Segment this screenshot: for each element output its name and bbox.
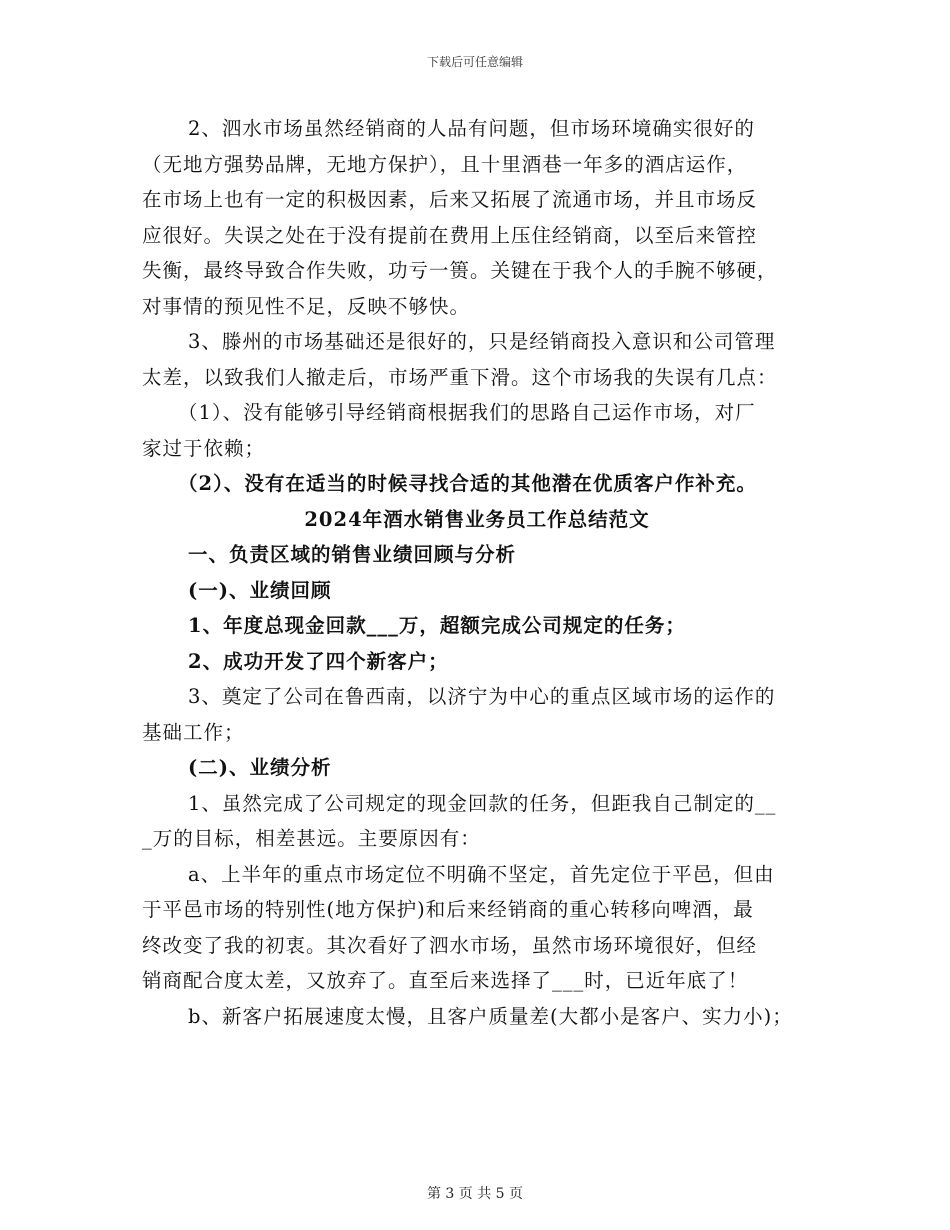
- paragraph-line: 基础工作；: [142, 720, 245, 744]
- paragraph-line: （2）、没有在适当的时候寻找合适的其他潜在优质客户作补充。: [178, 472, 757, 495]
- paragraph-line: 失衡，最终导致合作失败，功亏一篑。关键在于我个人的手腕不够硬，: [142, 259, 778, 282]
- paragraph-line: 1、虽然完成了公司规定的现金回款的任务，但距我自己制定的__: [188, 791, 777, 815]
- paragraph-line: a、上半年的重点市场定位不明确不坚定，首先定位于平邑，但由: [188, 862, 775, 886]
- document-body: [142, 111, 812, 1034]
- subsection-heading: (二)、业绩分析: [188, 756, 332, 779]
- section-heading: 一、负责区域的销售业绩回顾与分析: [188, 543, 517, 566]
- paragraph-line: _万的目标，相差甚远。主要原因有：: [142, 827, 481, 850]
- paragraph-line: 在市场上也有一定的积极因素，后来又拓展了流通市场，并且市场反: [142, 188, 758, 211]
- document-title: 2024年酒水销售业务员工作总结范文: [304, 507, 650, 531]
- paragraph-line: 对事情的预见性不足，反映不够快。: [142, 294, 471, 318]
- paragraph-line: 终改变了我的初衷。其次看好了泗水市场，虽然市场环境很好，但经: [142, 933, 758, 957]
- paragraph-line: 3、奠定了公司在鲁西南，以济宁为中心的重点区域市场的运作的: [188, 685, 776, 708]
- paragraph-line: （1）、没有能够引导经销商根据我们的思路自己运作市场，对厂: [178, 401, 756, 424]
- subsection-heading: (一)、业绩回顾: [188, 578, 332, 602]
- page-header: 下载后可任意编辑: [426, 55, 523, 69]
- result-item: 2、成功开发了四个新客户；: [188, 649, 449, 673]
- paragraph-line: 2、泗水市场虽然经销商的人品有问题，但市场环境确实很好的: [188, 117, 755, 140]
- paragraph-line: （无地方强势品牌，无地方保护），且十里酒巷一年多的酒店运作，: [142, 152, 748, 176]
- result-item: 1、年度总现金回款___万，超额完成公司规定的任务；: [188, 614, 686, 637]
- page-footer: 第 3 页 共 5 页: [426, 1186, 524, 1202]
- paragraph-line: 销商配合度太差，又放弃了。直至后来选择了___时，已近年底了！: [142, 969, 749, 992]
- paragraph-line: 家过于依赖；: [142, 436, 266, 460]
- paragraph-line: 3、滕州的市场基础还是很好的，只是经销商投入意识和公司管理: [188, 330, 776, 353]
- paragraph-line: 应很好。失误之处在于没有提前在费用上压住经销商，以至后来管控: [142, 223, 758, 247]
- paragraph-line: 于平邑市场的特别性(地方保护)和后来经销商的重心转移向啤酒，最: [142, 898, 754, 921]
- paragraph-line: 太差，以致我们人撤走后，市场严重下滑。这个市场我的失误有几点：: [142, 365, 778, 389]
- paragraph-line: b、新客户拓展速度太慢，且客户质量差(大都小是客户、实力小)；: [188, 1004, 793, 1028]
